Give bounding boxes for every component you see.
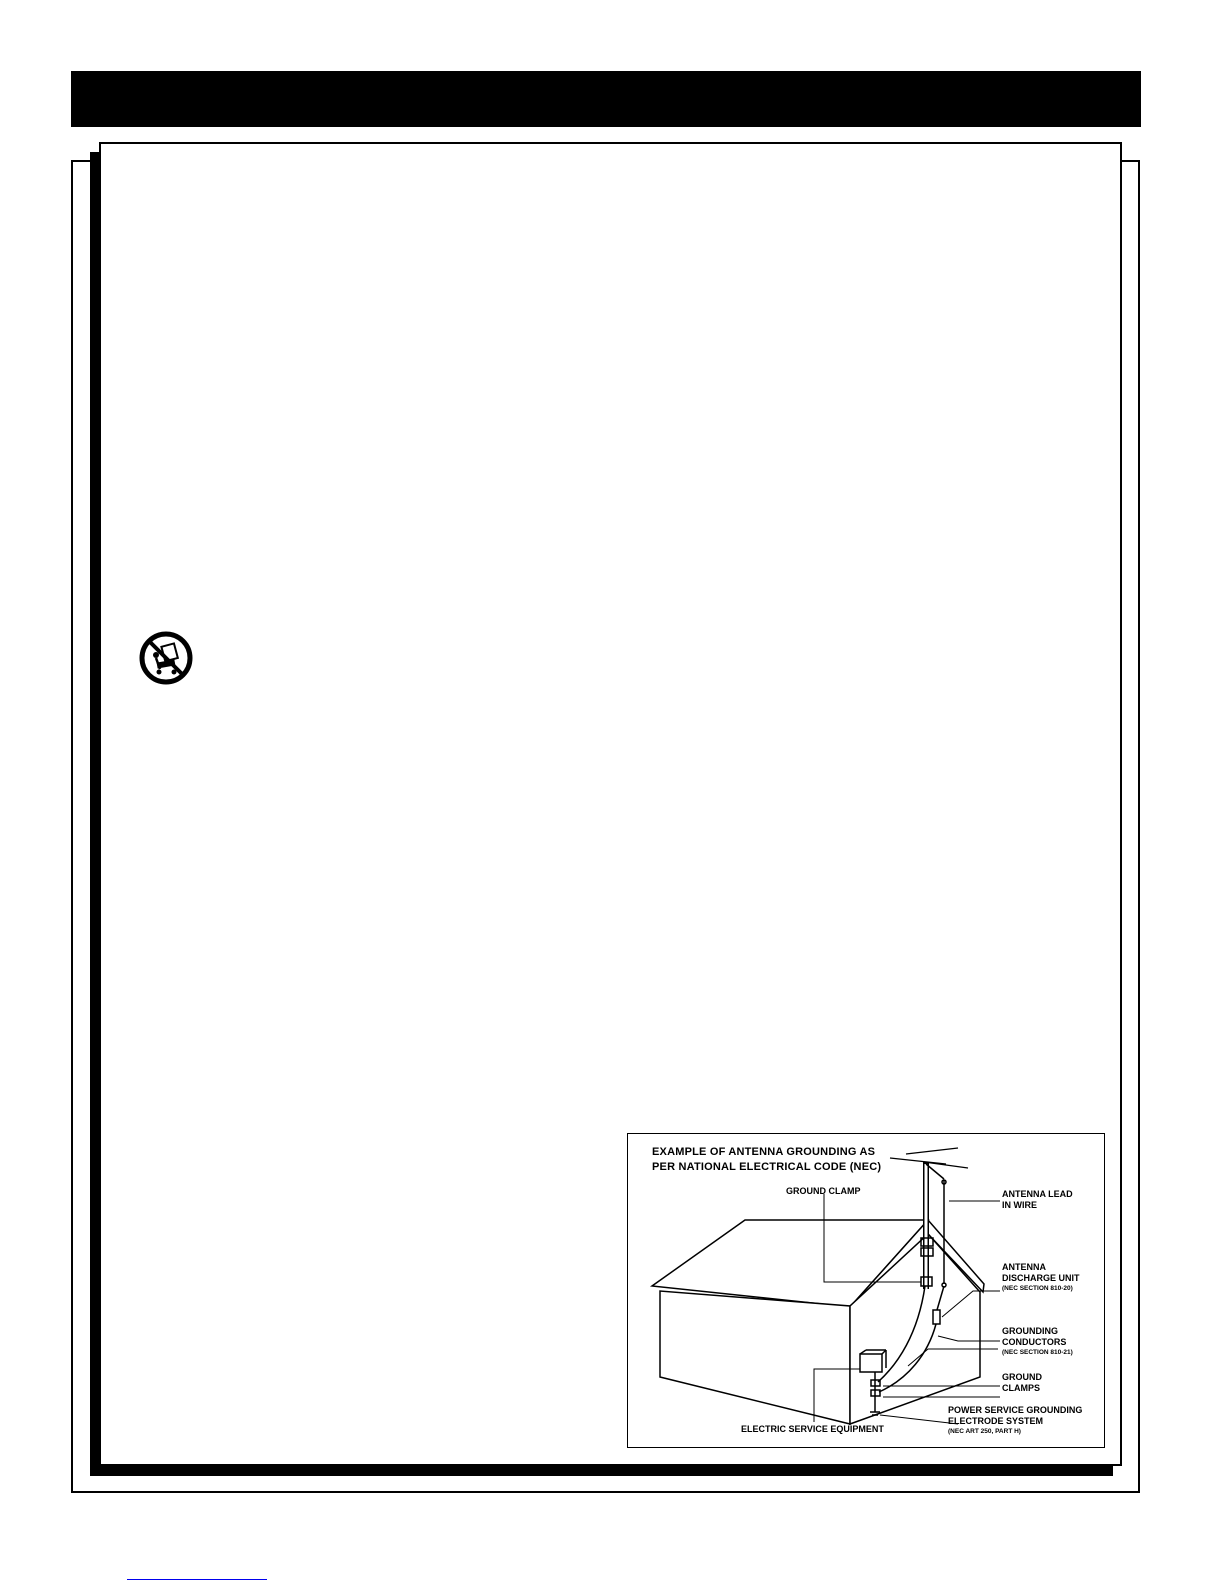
label-grounding-sub: (NEC SECTION 810-21) <box>1002 1349 1073 1356</box>
label-discharge-line2: DISCHARGE UNIT <box>1002 1273 1080 1283</box>
label-antenna-lead-line1: ANTENNA LEAD <box>1002 1189 1073 1199</box>
label-electric-service: ELECTRIC SERVICE EQUIPMENT <box>741 1424 884 1434</box>
label-power-service <box>948 1405 1082 1436</box>
label-power-service-sub: (NEC ART 250, PART H) <box>948 1428 1021 1435</box>
label-grounding-line2: CONDUCTORS <box>1002 1337 1067 1347</box>
figure-title <box>652 1145 881 1175</box>
label-ground-clamps-line2: CLAMPS <box>1002 1383 1040 1393</box>
antenna-grounding-figure <box>627 1133 1105 1448</box>
figure-title-line2: PER NATIONAL ELECTRICAL CODE (NEC) <box>652 1161 882 1173</box>
label-antenna-lead <box>1002 1189 1073 1211</box>
label-discharge-unit <box>1002 1262 1080 1293</box>
label-ground-clamp: GROUND CLAMP <box>786 1186 861 1196</box>
label-discharge-line1: ANTENNA <box>1002 1262 1046 1272</box>
no-cart-tip-over-icon <box>139 631 193 685</box>
label-ground-clamps <box>1002 1372 1042 1394</box>
label-discharge-sub: (NEC SECTION 810-20) <box>1002 1285 1073 1292</box>
label-grounding-line1: GROUNDING <box>1002 1326 1058 1336</box>
bottom-link-underline[interactable] <box>127 1579 267 1580</box>
label-power-service-line2: ELECTRODE SYSTEM <box>948 1416 1044 1426</box>
label-power-service-line1: POWER SERVICE GROUNDING <box>948 1405 1083 1415</box>
label-grounding-conductors <box>1002 1326 1073 1357</box>
label-ground-clamps-line1: GROUND <box>1002 1372 1042 1382</box>
label-antenna-lead-line2: IN WIRE <box>1002 1200 1037 1210</box>
figure-title-line1: EXAMPLE OF ANTENNA GROUNDING AS <box>652 1146 876 1158</box>
header-bar <box>71 71 1141 127</box>
